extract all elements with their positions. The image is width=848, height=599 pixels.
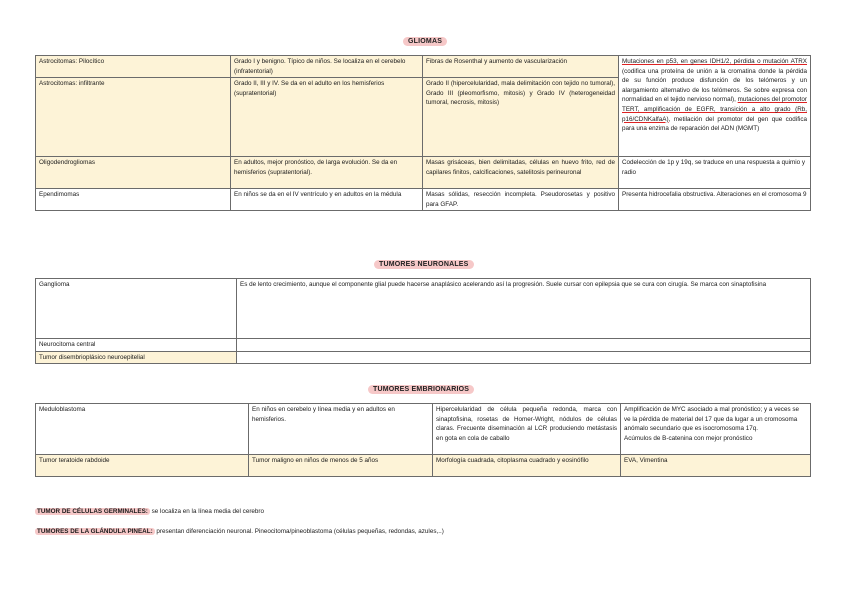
location-cell: Tumor maligno en niños de menos de 5 años [249,455,433,477]
table-row [36,404,811,455]
description-cell [237,351,811,364]
mutations-text-2: , metilación del promotor del gen que codifica para una enzima de reparación del ADN (MGMT) [622,115,807,133]
tumor-name: Astrocitomas: infiltrante [36,78,231,157]
embrionarios-title: TUMORES EMBRIONARIOS [368,385,474,394]
description-cell: Es de lento crecimiento, aunque el componente glial puede hacerse anaplásico acelerando así la progresión. Suele cursar con epilepsia que se cura con cirugía. Se marca con sinaptofisina [237,279,811,339]
tumor-name: Meduloblastoma [36,404,249,455]
mutations-cell [619,56,811,157]
location-cell: En adultos, mejor pronóstico, de larga evolución. Se da en hemisferios (supratentorial). [231,157,423,189]
gliomas-title: GLIOMAS [403,37,447,46]
table-row [36,351,811,364]
tumor-name: Ganglioma [36,279,237,339]
pineal-text: presentan diferenciación neuronal. Pineocitoma/pineoblastoma (células pequeñas, redondas, azules,..) [154,528,444,535]
table-row [36,455,811,477]
neuronales-title: TUMORES NEURONALES [374,260,474,269]
description-cell [237,339,811,352]
mutations-text-1: (codifica una proteína de unión a la cromatina donde la pérdida de su función produce disfunción de los telómeros y un alargamiento alternativo de los telómeros. Se sobre expresa con normalidad en el tejido nervioso normal), [622,67,807,104]
tumor-name: Ependimomas [36,189,231,211]
histology-cell: Hipercelularidad de célula pequeña redonda, marca con sinaptofisina, rosetas de Homer-Wright, nódulos de células claras. Frecuente diseminación al LCR produciendo metástasis en gota en cola de caballo [433,404,621,455]
pineal-label: TUMORES DE LA GLÁNDULA PINEAL: [37,528,153,535]
genetics-cell: Codelección de 1p y 19q, se traduce en una respuesta a quimio y radio [619,157,811,189]
pineal-note [35,528,444,535]
tumor-name: Neurocitoma central [36,339,237,352]
table-row [36,56,811,78]
genetics-cell: Presenta hidrocefalia obstructiva. Alteraciones en el cromosoma 9 [619,189,811,211]
table-row [36,339,811,352]
histology-cell: Fibras de Rosenthal y aumento de vascularización [423,56,619,78]
histology-cell: Masas sólidas, resección incompleta. Pseudorosetas y positivo para GFAP. [423,189,619,211]
location-cell: En niños en cerebelo y línea media y en adultos en hemisferios. [249,404,433,455]
genetics-cell [621,404,811,455]
germinales-label: TUMOR DE CÉLULAS GERMINALES: [37,508,148,515]
location-cell: Grado I y benigno. Típico de niños. Se localiza en el cerebelo (infratentorial) [231,56,423,78]
gliomas-table [35,55,811,211]
histology-cell: Masas grisáceas, bien delimitadas, células en huevo frito, red de capilares finitos, calcificaciones, satelitosis perineuronal [423,157,619,189]
histology-cell: Grado II (hipercelularidad, mala delimitación con tejido no tumoral), Grado III (pleomorfismo, mitosis) y Grado IV (heterogeneidad tumoral, necrosis, mitosis) [423,78,619,157]
tumor-name: Tumor disembrioplásico neuroepitelial [36,351,237,364]
tumor-name: Oligodendrogliomas [36,157,231,189]
germinales-text: se localiza en la línea media del cerebro [149,508,265,515]
table-row [36,189,811,211]
tumor-name: Tumor teratoide rabdoide [36,455,249,477]
tumor-name: Astrocitomas: Pilocítico [36,56,231,78]
embrionarios-table [35,403,811,477]
mutations-underlined-2: mutaciones del promotor TERT, amplificación de EGFR, transición a alto grado (Rb, p16/CDNKalfaA) [622,96,807,123]
location-cell: En niños se da en el IV ventrículo y en adultos en la médula [231,189,423,211]
genetics-cell: EVA, Vimentina [621,455,811,477]
mutations-underlined-1: Mutaciones en p53, en genes IDH1/2, pérdida o mutación ATRX [622,58,807,65]
table-row [36,157,811,189]
table-row [36,279,811,339]
histology-cell: Morfología cuadrada, citoplasma cuadrado y eosinófilo [433,455,621,477]
germinales-note [35,508,264,515]
neuronales-table [35,278,811,364]
genetics-text: Acúmulos de B-catenina con mejor pronóstico [624,434,753,442]
location-cell: Grado II, III y IV. Se da en el adulto en los hemisferios (supratentorial) [231,78,423,157]
genetics-text: Amplificación de MYC asociado a mal pronóstico; y a veces se ve la pérdida de material del 17 que da lugar a un cromosoma anómalo secundario que es isocromosoma 17q. [624,406,799,433]
